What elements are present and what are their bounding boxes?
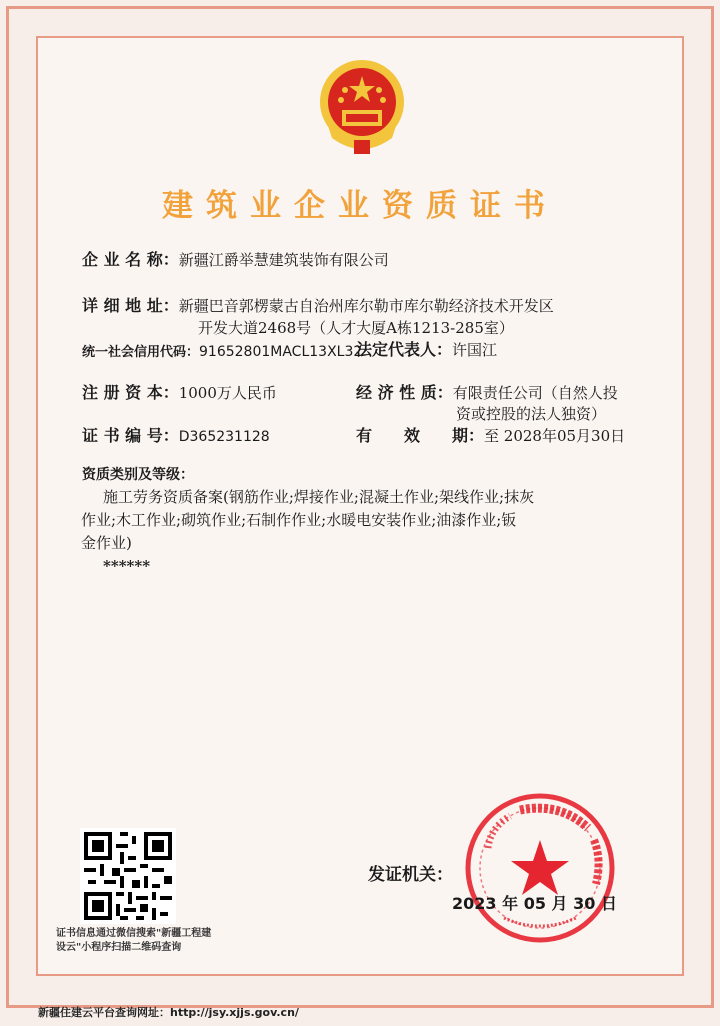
credit-code-label: 统一社会信用代码： — [82, 345, 200, 360]
certificate-title: 建筑业企业资质证书 — [162, 188, 558, 224]
address-row — [82, 296, 554, 316]
nature-label: 经 济 性 质： — [356, 383, 453, 402]
scope-line1: 施工劳务资质备案(钢筋作业;焊接作业;混凝土作业;架线作业;抹灰 — [103, 488, 535, 506]
issue-month: 05 — [523, 894, 546, 913]
company-row — [82, 250, 389, 270]
cert-no-label: 证 书 编 号： — [82, 426, 179, 445]
scope-line3: 金作业) — [81, 534, 132, 552]
legal-rep-row — [356, 340, 497, 360]
address-line1: 新疆巴音郭楞蒙古自治州库尔勒市库尔勒经济技术开发区 — [178, 297, 554, 315]
validity-label: 有 效 期： — [356, 426, 485, 445]
scope-label: 资质类别及等级： — [82, 467, 194, 483]
qr-note-line2: 设云"小程序扫描二维码查询 — [56, 942, 182, 953]
scope-stars: ****** — [103, 557, 151, 575]
nature-line2-row — [456, 404, 606, 424]
qr-note — [56, 927, 256, 955]
issue-day-label: 日 — [600, 894, 617, 913]
cert-no-value: D365231128 — [178, 429, 270, 445]
issue-date — [452, 891, 617, 914]
credit-code-row — [82, 341, 362, 363]
address-line2: 开发大道2468号（人才大厦A栋1213-285室） — [198, 319, 514, 337]
address-line2-row — [198, 318, 514, 338]
scope-line2: 作业;木工作业;砌筑作业;石制作作业;水暖电安装作业;油漆作业;钣 — [81, 511, 517, 529]
nature-row — [356, 383, 618, 403]
address-label: 详 细 地 址： — [82, 296, 179, 315]
issue-day: 30 — [573, 894, 596, 913]
company-label: 企 业 名 称： — [82, 250, 179, 269]
scope-body — [81, 486, 623, 578]
validity-row — [356, 426, 625, 446]
qr-note-line1: 证书信息通过微信搜索"新疆工程建 — [56, 928, 212, 939]
nature-line2: 资或控股的法人独资） — [456, 405, 607, 423]
qr-code-icon[interactable] — [80, 828, 176, 924]
issue-month-label: 月 — [551, 894, 568, 913]
company-value: 新疆江爵举慧建筑装饰有限公司 — [178, 251, 389, 269]
legal-rep-label: 法定代表人： — [356, 340, 453, 359]
scope-row — [82, 464, 194, 485]
issue-year-label: 年 — [502, 894, 519, 913]
credit-code-value: 91652801MACL13XL32 — [199, 344, 363, 360]
cert-no-row — [82, 426, 270, 447]
national-emblem-icon — [314, 56, 410, 156]
nature-line1: 有限责任公司（自然人投 — [452, 384, 618, 402]
issuer-label: 发证机关： — [368, 865, 453, 885]
issue-year: 2023 — [452, 894, 497, 913]
capital-value: 1000万人民币 — [178, 384, 277, 402]
legal-rep-value: 许国江 — [452, 341, 498, 359]
official-seal-icon — [460, 788, 620, 948]
validity-value: 至 2028年05月30日 — [484, 427, 626, 445]
capital-row — [82, 383, 277, 403]
capital-label: 注 册 资 本： — [82, 383, 179, 402]
footer-query-url: 新疆住建云平台查询网址：http://jsy.xjjs.gov.cn/ — [38, 1006, 299, 1019]
